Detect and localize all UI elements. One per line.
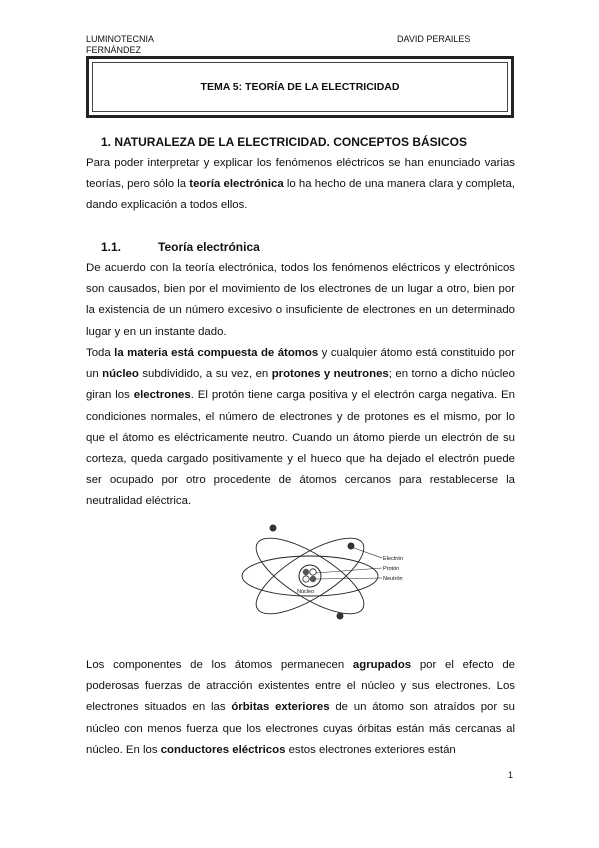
label-neutron: Neutrón: [383, 576, 403, 582]
section-heading-1-1: Teoría electrónica: [158, 240, 260, 254]
title-box-inner: [92, 62, 508, 112]
section11-paragraph-1: De acuerdo con la teoría electrónica, todos los fenómenos eléctricos y electrónicos son causados, bien por el movimiento de los electrones de un lugar a otro, bien por la existencia de un número excesivo o insuficiente de electrones en un determinado lugar y en un instante dado.: [86, 262, 515, 338]
section11-paragraph-2: Toda la materia está compuesta de átomos y cualquier átomo está constituido por un núcleo subdividido, a su vez, en protones y neutrones; en torno a dicho núcleo giran los electrones. El protón tiene carga positiva y el electrón carga negativa. En condiciones normales, el número de electrones y de protones es el mismo, por lo que el átomo es eléctricamente neutro. Cuando un átomo pierde un electrón de su corteza, queda cargado positivamente y el hueco que ha dejado el electrón puede ser ocupado por otro procedente de átomos cercanos para restablecerse la neutralidad eléctrica.: [86, 347, 515, 508]
paragraph-3: Los componentes de los átomos permanecen agrupados por el efecto de poderosas fuerzas de atracción existentes entre el núcleo y sus electrones. Los electrones situados en las órbitas exteriores de un átomo son atraídos por su núcleo con menos fuerza que los electrones cuyas órbitas están más cercanas al núcleo. En los conductores eléctricos estos electrones exteriores están: [86, 659, 515, 756]
electron-top-right: [348, 543, 355, 550]
electron-bottom: [337, 613, 344, 620]
page-title: TEMA 5: TEORÍA DE LA ELECTRICIDAD: [200, 81, 400, 93]
label-electron: Electrón: [383, 556, 404, 562]
label-proton: Protón: [383, 566, 400, 572]
header-left: [86, 34, 154, 56]
label-nucleus: Núcleo: [297, 589, 315, 595]
electron-top-left: [270, 525, 277, 532]
label-lines: [316, 548, 382, 579]
header-subject: LUMINOTECNIA: [86, 34, 155, 44]
nucleus: [299, 565, 321, 587]
page-number: 1: [508, 770, 514, 780]
title-box: [86, 56, 514, 118]
section-number-1-1: 1.1.: [101, 240, 122, 254]
header-author-surname: FERNÁNDEZ: [86, 45, 142, 55]
header-author: DAVID PERAILES: [397, 34, 471, 44]
section1-paragraph: Para poder interpretar y explicar los fenómenos eléctricos se han enunciado varias teorías, pero sólo la teoría electrónica lo ha hecho de una manera clara y completa, dando explicación a todos ellos.: [86, 157, 515, 212]
atom-diagram: [240, 518, 404, 630]
section-heading-1: 1. NATURALEZA DE LA ELECTRICIDAD. CONCEPTOS BÁSICOS: [101, 135, 468, 149]
